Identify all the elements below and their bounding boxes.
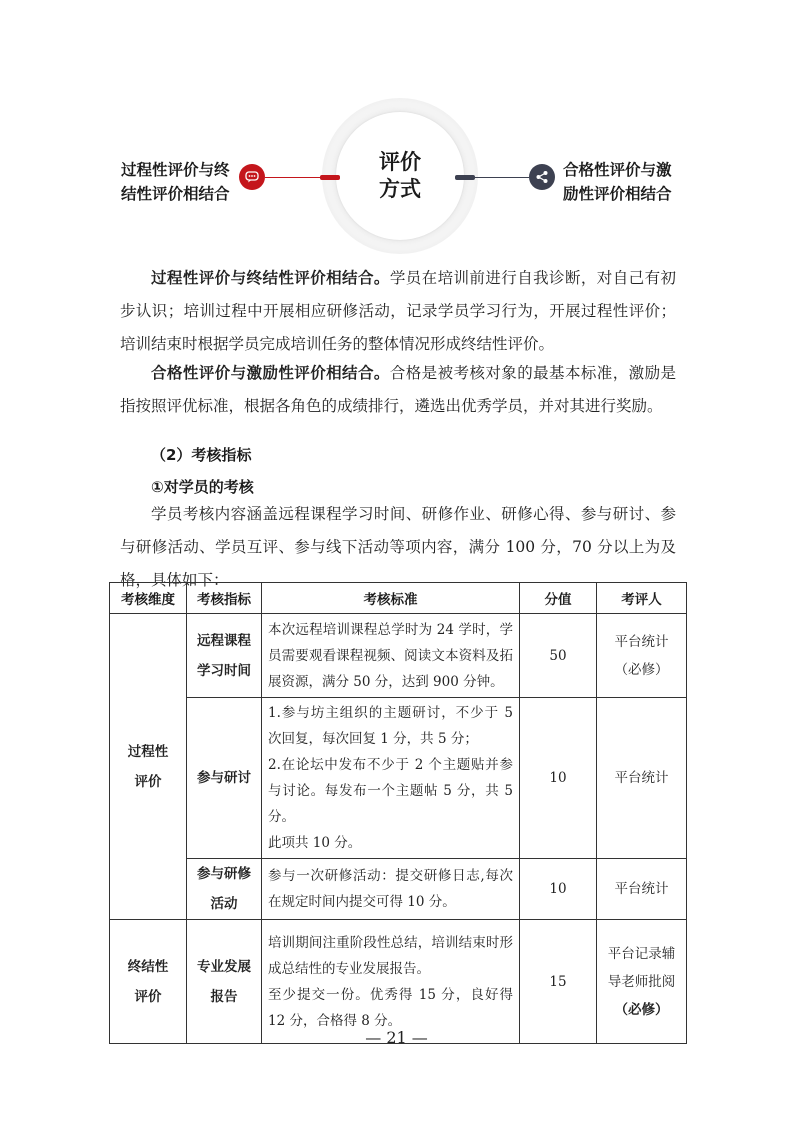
header-evaluator: 考评人 bbox=[597, 583, 687, 614]
standard-line: 至少提交一份。优秀得 15 分，良好得 12 分，合格得 8 分。 bbox=[268, 986, 513, 1029]
right-connector-cap bbox=[455, 175, 475, 180]
section-heading: （2）考核指标 bbox=[151, 446, 252, 464]
dimension-label: 过程性评价 bbox=[127, 743, 169, 790]
left-connector bbox=[265, 177, 320, 178]
standard-cell bbox=[262, 920, 520, 1044]
standard-line: 培训期间注重阶段性总结，培训结束时形成总结性的专业发展报告。 bbox=[268, 934, 513, 977]
paragraph-text: 合格是被考核对象的最基本标准，激励是指按照评优标准，根据各角色的成绩排行，遴选出优秀学员，并对其进行奖励。 bbox=[120, 364, 676, 415]
table-row bbox=[110, 698, 687, 859]
right-connector bbox=[474, 177, 529, 178]
standard-line: 2.在论坛中发布不少于 2 个主题贴并参与讨论。每发布一个主题帖 5 分，共 5 分。 bbox=[268, 757, 513, 825]
score-cell: 50 bbox=[520, 614, 597, 698]
standard-cell: 参与一次研修活动：提交研修日志,每次在规定时间内提交可得 10 分。 bbox=[262, 859, 520, 920]
right-label: 合格性评价与激励性评价相结合 bbox=[563, 161, 672, 203]
header-indicator: 考核指标 bbox=[187, 583, 262, 614]
center-circle bbox=[336, 112, 464, 240]
evaluator-note: （必修） bbox=[614, 1001, 669, 1018]
standard-line: 1.参与坊主组织的主题研讨，不少于 5 次回复，每次回复 1 分，共 5 分； bbox=[268, 705, 513, 747]
paragraph-process-summative bbox=[120, 262, 676, 361]
header-standard: 考核标准 bbox=[262, 583, 520, 614]
header-score: 分值 bbox=[520, 583, 597, 614]
score-cell: 10 bbox=[520, 859, 597, 920]
standard-line: 此项共 10 分。 bbox=[268, 835, 362, 851]
indicator-cell bbox=[187, 920, 262, 1044]
standard-cell bbox=[262, 698, 520, 859]
indicator-label: 远程课程学习时间 bbox=[197, 632, 251, 679]
score-cell: 15 bbox=[520, 920, 597, 1044]
indicator-cell: 参与研讨 bbox=[187, 698, 262, 859]
evaluator-label: 平台记录辅导老师批阅 bbox=[607, 945, 676, 990]
sub-heading: ①对学员的考核 bbox=[151, 478, 254, 496]
paragraph-lead: 合格性评价与激励性评价相结合。 bbox=[151, 364, 390, 382]
assessment-table bbox=[109, 582, 687, 1044]
share-icon bbox=[529, 164, 555, 190]
center-title: 评价方式 bbox=[379, 150, 421, 201]
evaluator-cell bbox=[597, 920, 687, 1044]
evaluator-cell: 平台统计 bbox=[597, 859, 687, 920]
indicator-label: 参与研修活动 bbox=[197, 866, 251, 912]
dimension-cell bbox=[110, 920, 187, 1044]
table-row bbox=[110, 859, 687, 920]
dimension-label: 终结性评价 bbox=[127, 958, 169, 1005]
paragraph-lead: 过程性评价与终结性评价相结合。 bbox=[151, 269, 390, 287]
table-row bbox=[110, 920, 687, 1044]
evaluator-cell bbox=[597, 614, 687, 698]
indicator-cell bbox=[187, 614, 262, 698]
standard-cell: 本次远程培训课程总学时为 24 学时，学员需要观看课程视频、阅读文本资料及拓展资源，满分 50 分，达到 900 分钟。 bbox=[262, 614, 520, 698]
indicator-label: 专业发展报告 bbox=[197, 958, 251, 1005]
score-cell: 10 bbox=[520, 698, 597, 859]
left-label: 过程性评价与终结性评价相结合 bbox=[121, 161, 230, 203]
dimension-cell bbox=[110, 614, 187, 920]
table-row bbox=[110, 614, 687, 698]
chat-bubble-icon bbox=[239, 164, 265, 190]
paragraph-text: 学员在培训前进行自我诊断，对自己有初步认识；培训过程中开展相应研修活动，记录学员学习行为，开展过程性评价；培训结束时根据学员完成培训任务的整体情况形成终结性评价。 bbox=[120, 269, 676, 353]
table-header-row bbox=[110, 583, 687, 614]
left-connector-cap bbox=[320, 175, 340, 180]
evaluator-cell: 平台统计 bbox=[597, 698, 687, 859]
intro-paragraph: 学员考核内容涵盖远程课程学习时间、研修作业、研修心得、参与研讨、参与研修活动、学员互评、参与线下活动等项内容，满分 100 分，70 分以上为及格，具体如下： bbox=[120, 505, 676, 589]
header-dimension: 考核维度 bbox=[110, 583, 187, 614]
indicator-cell bbox=[187, 859, 262, 920]
page-number: — 21 — bbox=[365, 1028, 428, 1047]
evaluator-label: 平台统计（必修） bbox=[614, 633, 669, 678]
evaluation-method-diagram bbox=[0, 92, 793, 272]
paragraph-qualified-incentive bbox=[120, 357, 676, 423]
